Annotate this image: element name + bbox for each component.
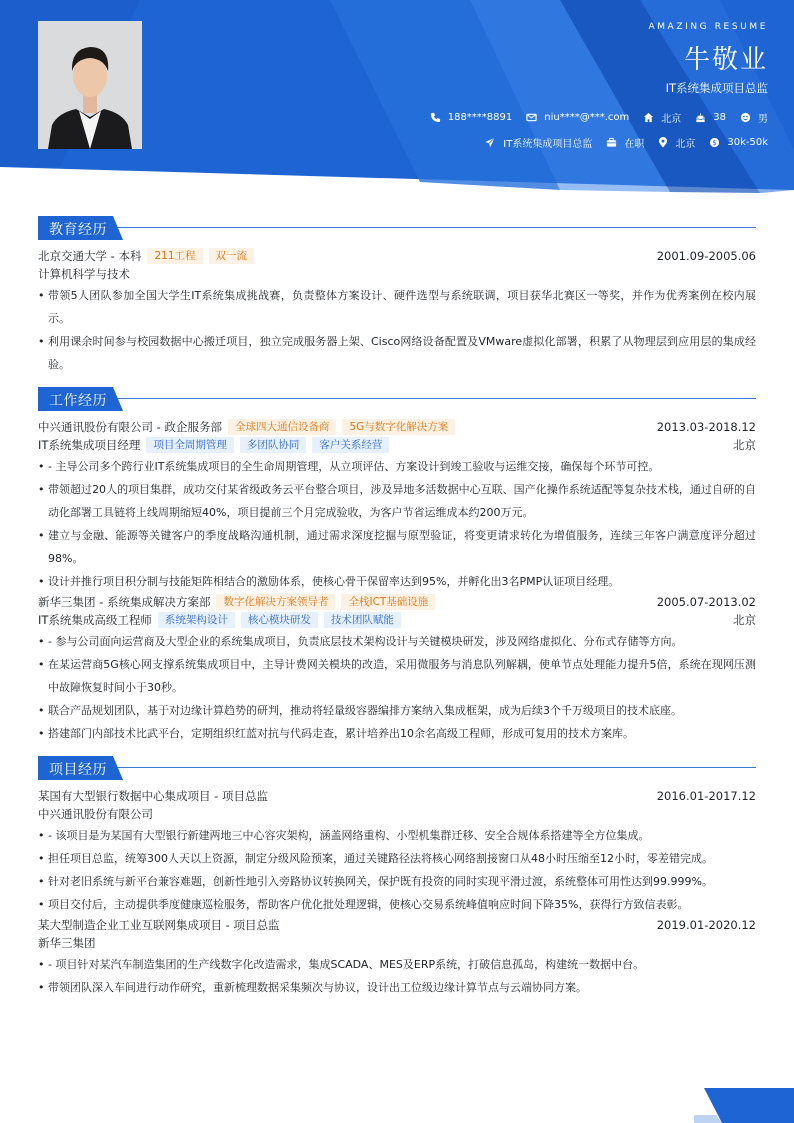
skill-tag: 客户关系经营 <box>312 437 389 453</box>
bullet-item: • 带领团队深入车间进行动作研究，重新梳理数据采集频次与协议，设计出工位级边缘计算节点与云端协同方案。 <box>38 976 756 999</box>
skill-tag: 技术团队赋能 <box>324 612 401 628</box>
position-row <box>38 611 756 629</box>
work-location: 北京 <box>733 438 756 452</box>
company-tag: 全球四大通信设备商 <box>228 419 337 435</box>
work-entry <box>38 418 756 593</box>
salary-icon <box>709 137 720 148</box>
bullet-item: • 带领超过20人的项目集群，成功交付某省级政务云平台整合项目，涉及异地多活数据中心互联、国产化操作系统适配等复杂技术栈，通过自研的自动化部署工具链将上线周期缩短40%，项目提前三个月完成验收，为客户节省运维成本约200万元。 <box>38 478 756 524</box>
intent-position-info <box>484 135 592 150</box>
location-pin-icon <box>658 137 668 148</box>
date-range: 2005.07-2013.02 <box>656 595 756 609</box>
section-divider <box>38 398 756 399</box>
phone-icon <box>430 112 441 123</box>
project-org: 新华三集团 <box>38 936 96 950</box>
contact-info-row <box>430 110 768 125</box>
school-name: 北京交通大学 - 本科 <box>38 249 142 263</box>
salary-text: 30k-50k <box>727 137 768 148</box>
project-org: 中兴通讯股份有限公司 <box>38 807 153 821</box>
home-icon <box>643 112 654 123</box>
major: 计算机科学与技术 <box>38 267 130 281</box>
resume-content <box>38 216 756 1010</box>
salary-info <box>709 137 768 148</box>
candidate-name: 牛敬业 <box>683 45 768 75</box>
bullet-item: • 搭建部门内部技术比武平台，定期组织红蓝对抗与代码走查，累计培养出10余名高级工程师，形成可复用的技术方案库。 <box>38 722 756 745</box>
school-tag: 211工程 <box>147 248 202 264</box>
bullet-item: • - 参与公司面向运营商及大型企业的系统集成项目，负责底层技术架构设计与关键模块研发，涉及网络虚拟化、分布式存储等方向。 <box>38 630 756 653</box>
profile-photo <box>38 21 142 149</box>
education-section <box>38 216 756 376</box>
bullet-item: • - 主导公司多个跨行业IT系统集成项目的全生命周期管理，从立项评估、方案设计到竣工验收与运维交接，确保每个环节可控。 <box>38 455 756 478</box>
entry-head-row <box>38 593 756 611</box>
gender-icon <box>740 112 751 123</box>
bullet-item: • 担任项目总监，统筹300人天以上资源，制定分级风险预案，通过关键路径法将核心网络割接窗口从48小时压缩至12小时，零差错完成。 <box>38 847 756 870</box>
entry-head-row <box>38 787 756 805</box>
bullet-list <box>38 953 756 999</box>
date-range: 2001.09-2005.06 <box>656 249 756 263</box>
project-name: 某大型制造企业工业互联网集成项目 - 项目总监 <box>38 918 280 932</box>
city-text: 北京 <box>661 114 682 125</box>
mail-icon <box>526 112 537 123</box>
section-title: 教育经历 <box>49 222 107 238</box>
section-header <box>38 216 756 240</box>
section-divider <box>38 227 756 228</box>
skill-tag: 多团队协同 <box>240 437 307 453</box>
footer-decoration <box>694 1088 794 1123</box>
section-header <box>38 756 756 780</box>
cake-icon <box>695 112 706 123</box>
age-info <box>695 112 726 123</box>
position-title: IT系统集成项目经理 <box>38 438 141 452</box>
job-intent-row <box>484 135 768 150</box>
education-entry <box>38 247 756 376</box>
company-tag: 数字化解决方案领导者 <box>216 594 335 610</box>
age-text: 38 <box>713 112 726 123</box>
work-entry <box>38 593 756 745</box>
company-name: 新华三集团 - 系统集成解决方案部 <box>38 595 211 609</box>
email-text: niu****@***.com <box>544 112 630 123</box>
school-tag: 双一流 <box>209 248 255 264</box>
skill-tag: 系统架构设计 <box>158 612 235 628</box>
bullet-list <box>38 455 756 593</box>
bullet-item: • 设计并推行项目积分制与技能矩阵相结合的激励体系，使核心骨干保留率达到95%，并孵化出3名PMP认证项目经理。 <box>38 570 756 593</box>
bullet-item: • 建立与金融、能源等关键客户的季度战略沟通机制，通过需求深度挖掘与原型验证，将变更请求转化为增值服务，连续三年客户满意度评分超过98%。 <box>38 524 756 570</box>
position-title: IT系统集成高级工程师 <box>38 613 152 627</box>
city-info <box>643 110 681 125</box>
phone-info <box>430 112 513 123</box>
date-range: 2016.01-2017.12 <box>656 789 756 803</box>
section-title: 工作经历 <box>49 393 107 409</box>
work-location: 北京 <box>733 613 756 627</box>
bullet-list <box>38 824 756 916</box>
date-range: 2013.03-2018.12 <box>656 420 756 434</box>
position-row <box>38 436 756 454</box>
candidate-role: IT系统集成项目总监 <box>665 81 768 95</box>
resume-tagline: AMAZING RESUME <box>648 22 768 32</box>
bullet-item: • 联合产品规划团队，基于对边缘计算趋势的研判，推动将轻量级容器编排方案纳入集成框架，成为后续3个千万级项目的技术底座。 <box>38 699 756 722</box>
company-tag: 5G与数字化解决方案 <box>342 419 455 435</box>
bullet-item: • 利用课余时间参与校园数据中心搬迁项目，独立完成服务器上架、Cisco网络设备配置及VMware虚拟化部署，积累了从物理层到应用层的集成经验。 <box>38 330 756 376</box>
company-name: 中兴通讯股份有限公司 - 政企服务部 <box>38 420 222 434</box>
work-section <box>38 387 756 745</box>
project-entry <box>38 787 756 916</box>
bullet-item: • 在某运营商5G核心网支撑系统集成项目中，主导计费网关模块的改造，采用微服务与消息队列解耦，使单节点处理能力提升5倍，系统在现网压测中故障恢复时间小于30秒。 <box>38 653 756 699</box>
entry-head-row <box>38 916 756 934</box>
project-entry <box>38 916 756 999</box>
email-info <box>526 112 629 123</box>
resume-header <box>0 0 794 195</box>
bullet-item: • 带领5人团队参加全国大学生IT系统集成挑战赛，负责整体方案设计、硬件选型与系统联调，项目获华北赛区一等奖，并作为优秀案例在校内展示。 <box>38 284 756 330</box>
company-tag: 全栈ICT基础设施 <box>341 594 435 610</box>
intent-city-text: 北京 <box>675 139 696 150</box>
intent-city-info <box>658 135 695 150</box>
bullet-item: • 项目交付后，主动提供季度健康巡检服务，帮助客户优化批处理逻辑，使核心交易系统峰值响应时间下降35%，获得行方致信表彰。 <box>38 893 756 916</box>
gender-text: 男 <box>758 114 768 125</box>
intent-position-text: IT系统集成项目总监 <box>503 139 593 150</box>
section-header <box>38 387 756 411</box>
phone-text: 188****8891 <box>447 112 513 123</box>
project-name: 某国有大型银行数据中心集成项目 - 项目总监 <box>38 789 268 803</box>
bullet-list <box>38 284 756 376</box>
entry-head-row <box>38 418 756 436</box>
status-info <box>606 135 644 150</box>
section-title: 项目经历 <box>49 762 107 778</box>
skill-tag: 核心模块研发 <box>241 612 318 628</box>
date-range: 2019.01-2020.12 <box>656 918 756 932</box>
bullet-item: • - 项目针对某汽车制造集团的生产线数字化改造需求，集成SCADA、MES及ERP系统，打破信息孤岛，构建统一数据中台。 <box>38 953 756 976</box>
skill-tag: 项目全周期管理 <box>146 437 234 453</box>
section-divider <box>38 767 756 768</box>
projects-section <box>38 756 756 999</box>
briefcase-icon <box>606 137 617 148</box>
gender-info <box>740 110 768 125</box>
bullet-item: • 针对老旧系统与新平台兼容难题，创新性地引入旁路协议转换网关，保护既有投资的同时实现平滑过渡，系统整体可用性达到99.999%。 <box>38 870 756 893</box>
bullet-list <box>38 630 756 745</box>
status-text: 在职 <box>624 139 645 150</box>
entry-head-row <box>38 247 756 265</box>
bullet-item: • - 该项目是为某国有大型银行新建两地三中心容灾架构，涵盖网络重构、小型机集群迁移、安全合规体系搭建等全方位集成。 <box>38 824 756 847</box>
svg-text:$: $ <box>712 138 718 147</box>
send-icon <box>484 137 496 148</box>
